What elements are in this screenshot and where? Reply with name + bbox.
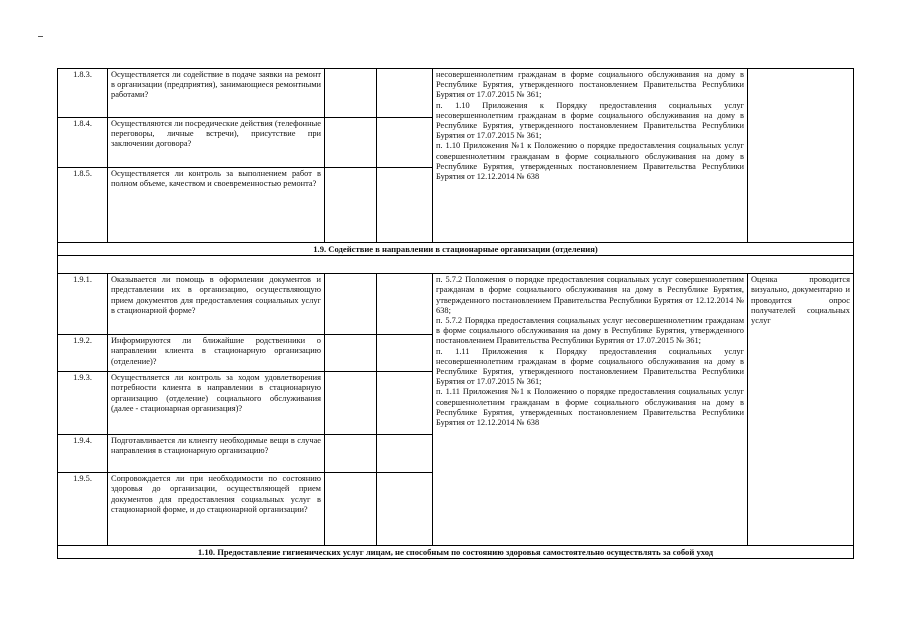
spacer-cell [58, 256, 854, 274]
section-title: 1.9. Содействие в направлении в стационарные организации (отделения) [58, 243, 854, 256]
normative-ref: п. 1.10 Приложения к Порядку предоставления социальных услуг несовершеннолетним гражданам в форме социального обслуживания на дому в Республике Бурятия, утвержденного постановлением Правительства Республики Бурятия от 17.07.2015 № 361; [436, 100, 744, 141]
row-number: 1.9.5. [58, 473, 108, 546]
answer-cell-yes [325, 372, 377, 435]
row-question: Осуществляется ли контроль за выполнением работ в полном объеме, качеством и своевременностью ремонта? [108, 168, 325, 243]
row-question: Осуществляется ли контроль за ходом удовлетворения потребности клиента в направлении в стационарную организацию (отделение) социального обслуживания (далее - стационарная организация)? [108, 372, 325, 435]
answer-cell-yes [325, 69, 377, 118]
row-question: Осуществляются ли посредические действия (телефонные переговоры, личные встречи), присутствие при заключении договора? [108, 118, 325, 168]
answer-cell-no [377, 118, 433, 168]
normative-basis-cell [433, 274, 748, 546]
answer-cell-no [377, 473, 433, 546]
page-mark [38, 36, 43, 37]
section-header-row [58, 546, 854, 559]
row-number: 1.9.1. [58, 274, 108, 335]
row-question: Информируются ли ближайшие родственники о направлении клиента в стационарную организацию (отделение)? [108, 335, 325, 372]
section-header-row [58, 243, 854, 256]
assessment-cell-empty [748, 69, 854, 243]
answer-cell-yes [325, 435, 377, 473]
checklist-table [57, 68, 854, 559]
answer-cell-yes [325, 118, 377, 168]
normative-ref: п. 1.11 Приложения №1 к Положению о порядке предоставления социальных услуг совершеннолетним гражданам в форме социального обслуживания на дому в Республике Бурятия, утвержденных постановлением Правительства Республики Бурятия от 12.12.2014 № 638 [436, 387, 744, 428]
table-row [58, 274, 854, 335]
normative-ref: п. 1.10 Приложения №1 к Положению о порядке предоставления социальных услуг совершеннолетним гражданам в форме социального обслуживания на дому в Республике Бурятия, утвержденных постановлением Правительства Республики Бурятия от 12.12.2014 № 638 [436, 141, 744, 182]
row-number: 1.9.2. [58, 335, 108, 372]
normative-ref: п. 5.7.2 Положения о порядке предоставления социальных услуг совершеннолетним гражданам в форме социального обслуживания на дому в Республике Бурятия, утвержденного постановлением Правительства Республики Бурятия от 12.12.2014 № 638; [436, 275, 744, 315]
row-number: 1.8.5. [58, 168, 108, 243]
row-question: Сопровождается ли при необходимости по состоянию здоровья до организации, осуществляющей прием документов для предоставления социальных услуг в стационарной форме, и до стационарной организации? [108, 473, 325, 546]
row-question: Оказывается ли помощь в оформлении документов и представлении их в организацию, осуществляющую прием документов для предоставления социальных услуг в стационарной форме? [108, 274, 325, 335]
row-number: 1.9.4. [58, 435, 108, 473]
assessment-method-cell: Оценка проводится визуально, документарно и проводится опрос получателей социальных услуг [748, 274, 854, 546]
answer-cell-no [377, 372, 433, 435]
spacer-row [58, 256, 854, 274]
normative-ref: п. 5.7.2 Порядка предоставления социальных услуг несовершеннолетним гражданам в форме социального обслуживания на дому в Республике Бурятия, утвержденного постановлением Правительства Республики Бурятия от 17.07.2015 № 361; [436, 316, 744, 346]
row-number: 1.8.3. [58, 69, 108, 118]
answer-cell-no [377, 335, 433, 372]
row-number: 1.8.4. [58, 118, 108, 168]
table-row [58, 69, 854, 118]
answer-cell-no [377, 69, 433, 118]
answer-cell-yes [325, 274, 377, 335]
section-title: 1.10. Предоставление гигиенических услуг лицам, не способным по состоянию здоровья самостоятельно осуществлять за собой уход [58, 546, 854, 559]
answer-cell-no [377, 168, 433, 243]
answer-cell-yes [325, 168, 377, 243]
normative-ref: п. 1.11 Приложения к Порядку предоставления социальных услуг несовершеннолетним гражданам в форме социального обслуживания на дому в Республике Бурятия, утвержденного постановлением Правительства Республики Бурятия от 17.07.2015 № 361; [436, 346, 744, 387]
answer-cell-yes [325, 473, 377, 546]
normative-basis-cell [433, 69, 748, 243]
answer-cell-no [377, 274, 433, 335]
answer-cell-no [377, 435, 433, 473]
row-question: Осуществляется ли содействие в подаче заявки на ремонт в организации (предприятия), занимающиеся ремонтными работами? [108, 69, 325, 118]
normative-ref: несовершеннолетним гражданам в форме социального обслуживания на дому в Республике Бурятия, утвержденного постановлением Правительства Республики Бурятия от 17.07.2015 № 361; [436, 70, 744, 100]
row-number: 1.9.3. [58, 372, 108, 435]
row-question: Подготавливается ли клиенту необходимые вещи в случае направления в стационарную организацию? [108, 435, 325, 473]
answer-cell-yes [325, 335, 377, 372]
